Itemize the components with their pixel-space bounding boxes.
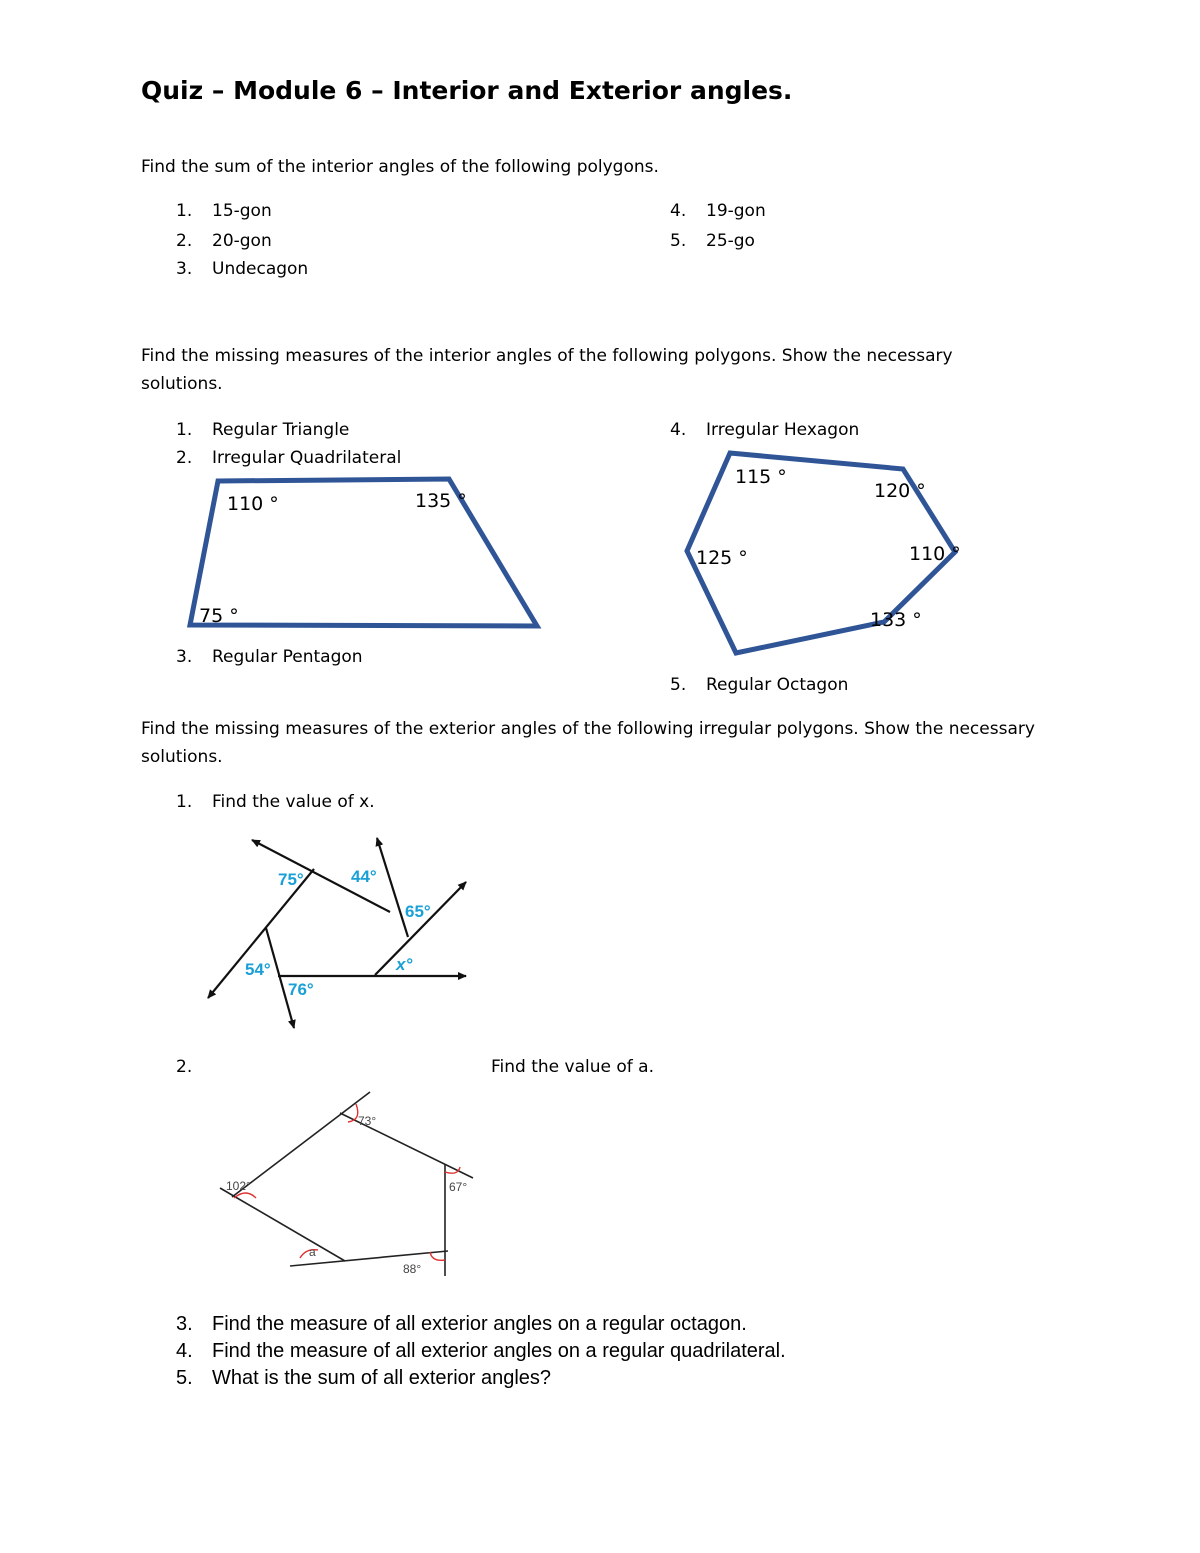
angle-label: 102° xyxy=(226,1179,251,1193)
list-item: 1. 15-gon xyxy=(176,201,272,221)
list-item: 5. 25-go xyxy=(670,231,755,251)
angle-label: 120 ° xyxy=(874,480,926,502)
angle-label: 54° xyxy=(245,960,271,979)
hexagon-figure xyxy=(680,445,970,665)
exterior-angles-figure-2 xyxy=(210,1090,490,1285)
section3-instruction-line1: Find the missing measures of the exterior angles of the following irregular polygons. Show the necessary xyxy=(141,719,1035,739)
angle-label: 133 ° xyxy=(870,609,922,631)
exterior-angles-figure-1 xyxy=(200,832,475,1032)
section3-instruction-line2: solutions. xyxy=(141,747,223,767)
list-item: 3. Find the measure of all exterior angles on a regular octagon. xyxy=(176,1313,747,1335)
section2-instruction-line2: solutions. xyxy=(141,374,223,394)
angle-label: 115 ° xyxy=(735,466,787,488)
list-item: 1. Find the value of x. xyxy=(176,792,375,812)
angle-label: 75 ° xyxy=(199,605,239,627)
angle-label: a xyxy=(309,1245,316,1259)
angle-label: 135 ° xyxy=(415,490,467,512)
list-item: 5. Regular Octagon xyxy=(670,675,849,695)
list-item: 4. Find the measure of all exterior angles on a regular quadrilateral. xyxy=(176,1340,786,1362)
angle-label: 75° xyxy=(278,870,304,889)
list-item: 5. What is the sum of all exterior angles? xyxy=(176,1367,552,1389)
page-title: Quiz – Module 6 – Interior and Exterior angles. xyxy=(141,76,793,105)
angle-label: 67° xyxy=(449,1180,468,1194)
angle-label: 88° xyxy=(403,1262,422,1276)
list-item: 2. xyxy=(176,1057,193,1077)
angle-label: x° xyxy=(396,955,413,974)
list-item: 3. Undecagon xyxy=(176,259,309,279)
angle-label: 125 ° xyxy=(696,547,748,569)
list-item: 3. Regular Pentagon xyxy=(176,647,363,667)
question-text: Find the value of a. xyxy=(491,1057,654,1077)
section1-instruction: Find the sum of the interior angles of the following polygons. xyxy=(141,157,659,177)
angle-label: 76° xyxy=(288,980,314,999)
list-item: 2. Irregular Quadrilateral xyxy=(176,448,402,468)
quadrilateral-figure xyxy=(180,470,550,640)
angle-label: 110 ° xyxy=(909,543,961,565)
list-item: 2. 20-gon xyxy=(176,231,272,251)
angle-label: 73° xyxy=(358,1114,377,1128)
angle-label: 44° xyxy=(351,867,377,886)
section2-instruction-line1: Find the missing measures of the interior angles of the following polygons. Show the necessary xyxy=(141,346,953,366)
list-item: 4. Irregular Hexagon xyxy=(670,420,860,440)
angle-label: 110 ° xyxy=(227,493,279,515)
angle-label: 65° xyxy=(405,902,431,921)
list-item: 4. 19-gon xyxy=(670,201,766,221)
angle-arcs xyxy=(234,1104,460,1260)
list-item: 1. Regular Triangle xyxy=(176,420,350,440)
